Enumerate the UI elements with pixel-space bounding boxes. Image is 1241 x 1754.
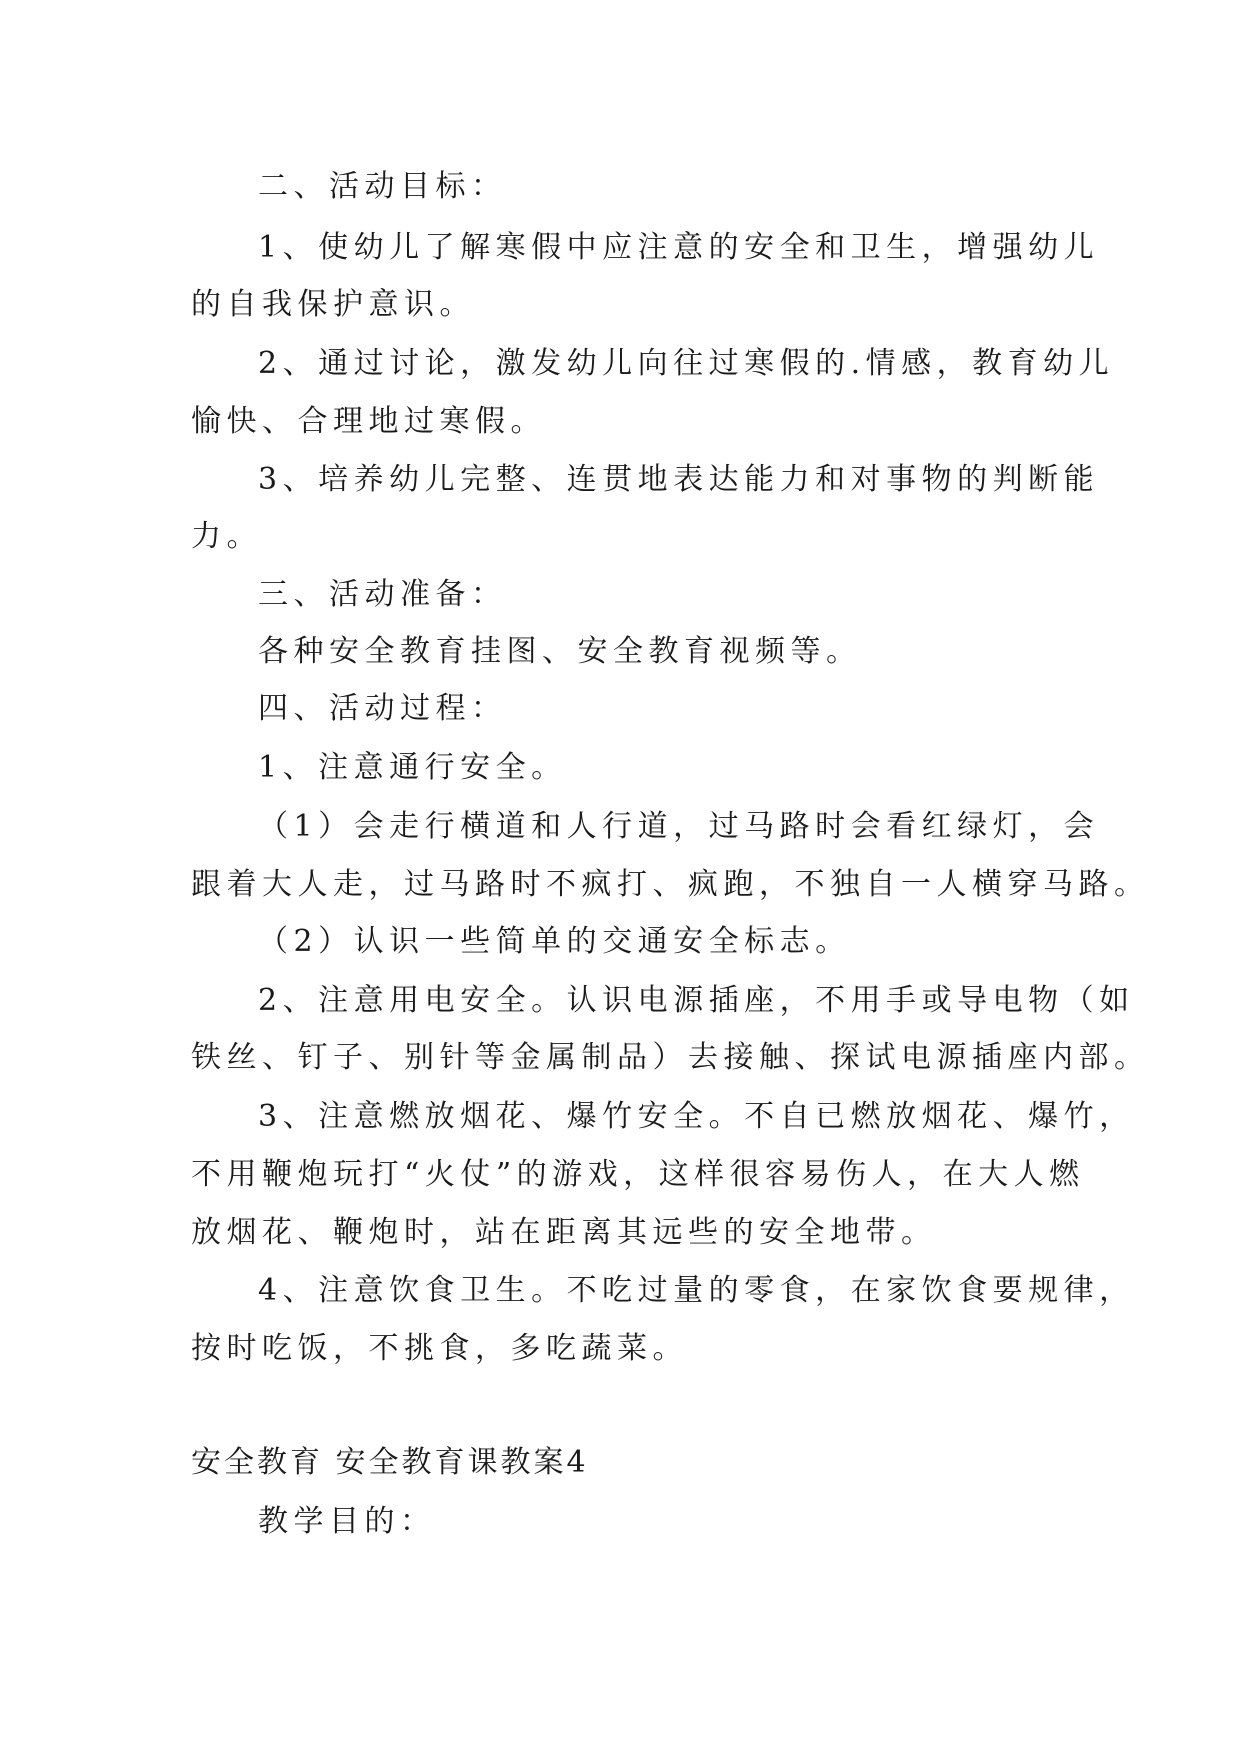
paragraph-line: 铁丝、钉子、别针等金属制品）去接触、探试电源插座内部。 [191,1040,1150,1075]
paragraph-line: （2）认识一些简单的交通安全标志。 [258,924,851,959]
paragraph-line: 力。 [191,519,262,554]
heading-activity-prep: 三、活动准备： [258,577,507,612]
paragraph-line: 放烟花、鞭炮时，站在距离其远些的安全地带。 [191,1215,937,1250]
paragraph-line: 的自我保护意识。 [191,287,475,322]
paragraph-line: 3、培养幼儿完整、连贯地表达能力和对事物的判断能 [258,462,1100,497]
paragraph-line: 1、注意通行安全。 [258,750,567,785]
heading-activity-goals: 二、活动目标： [258,169,507,204]
paragraph-line: 2、通过讨论，激发幼儿向往过寒假的.情感，教育幼儿 [258,346,1115,381]
paragraph-line: 2、注意用电安全。认识电源插座，不用手或导电物（如 [258,983,1135,1018]
paragraph-line: 各种安全教育挂图、安全教育视频等。 [258,634,862,669]
paragraph-line: （1）会走行横道和人行道，过马路时会看红绿灯，会 [258,809,1100,844]
paragraph-line: 1、使幼儿了解寒假中应注意的安全和卫生，增强幼儿 [258,230,1100,265]
paragraph-line: 不用鞭炮玩打“火仗”的游戏，这样很容易伤人，在大人燃 [191,1157,1085,1192]
paragraph-line: 按时吃饭，不挑食，多吃蔬菜。 [191,1331,688,1366]
paragraph-line: 跟着大人走，过马路时不疯打、疯跑，不独自一人横穿马路。 [191,867,1150,902]
paragraph-line: 4、注意饮食卫生。不吃过量的零食，在家饮食要规律， [258,1273,1135,1308]
heading-teaching-purpose: 教学目的： [258,1504,436,1539]
paragraph-line: 愉快、合理地过寒假。 [191,404,546,439]
section-title: 安全教育 安全教育课教案4 [191,1445,589,1480]
paragraph-line: 3、注意燃放烟花、爆竹安全。不自已燃放烟花、爆竹， [258,1099,1135,1134]
heading-activity-process: 四、活动过程： [258,691,507,726]
